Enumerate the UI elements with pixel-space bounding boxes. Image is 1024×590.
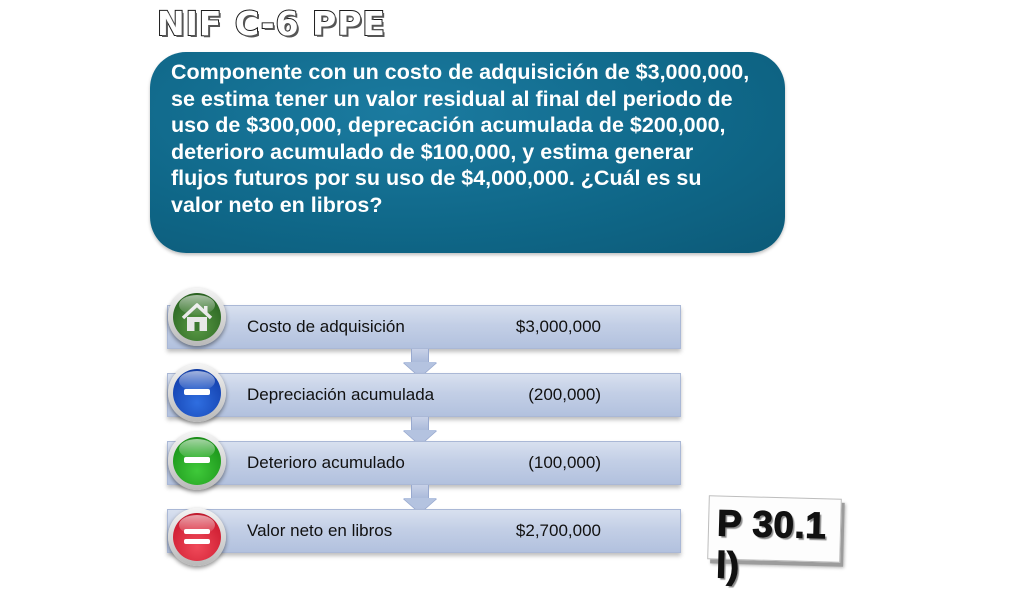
slide-title: NIF C-6 PPE xyxy=(157,4,386,43)
step-value: $3,000,000 xyxy=(515,317,601,336)
equals-icon xyxy=(168,508,226,566)
question-text: Componente con un costo de adquisición de $3,000,000, se estima tener un valor residual al final del periodo de uso de $300,000, deprecación acumulada de $200,000, deterioro acumulado de $100,000, y estima generar flujos futuros por su uso de $4,000,000. ¿Cuál es su valor neto en libros? xyxy=(171,60,750,217)
step-bar-depreciation xyxy=(167,373,681,417)
home-icon xyxy=(168,288,226,346)
arrow-connector xyxy=(411,349,429,363)
arrow-connector xyxy=(411,417,429,431)
step-bar-net-value xyxy=(167,509,681,553)
question-box xyxy=(150,52,785,253)
minus-icon xyxy=(168,432,226,490)
step-label: Depreciación acumulada xyxy=(247,385,435,404)
step-bar-impairment xyxy=(167,441,681,485)
step-value: $2,700,000 xyxy=(515,521,601,540)
step-label: Deterioro acumulado xyxy=(247,453,405,472)
minus-icon xyxy=(168,364,226,422)
step-bar-cost xyxy=(167,305,681,349)
arrow-connector xyxy=(411,485,429,499)
step-value: (200,000) xyxy=(528,385,601,404)
step-label: Costo de adquisición xyxy=(247,317,405,336)
step-value: (100,000) xyxy=(528,453,601,472)
reference-box xyxy=(707,495,842,587)
step-label: Valor neto en libros xyxy=(247,521,393,540)
reference-label: P 30.1 l) xyxy=(715,502,827,587)
